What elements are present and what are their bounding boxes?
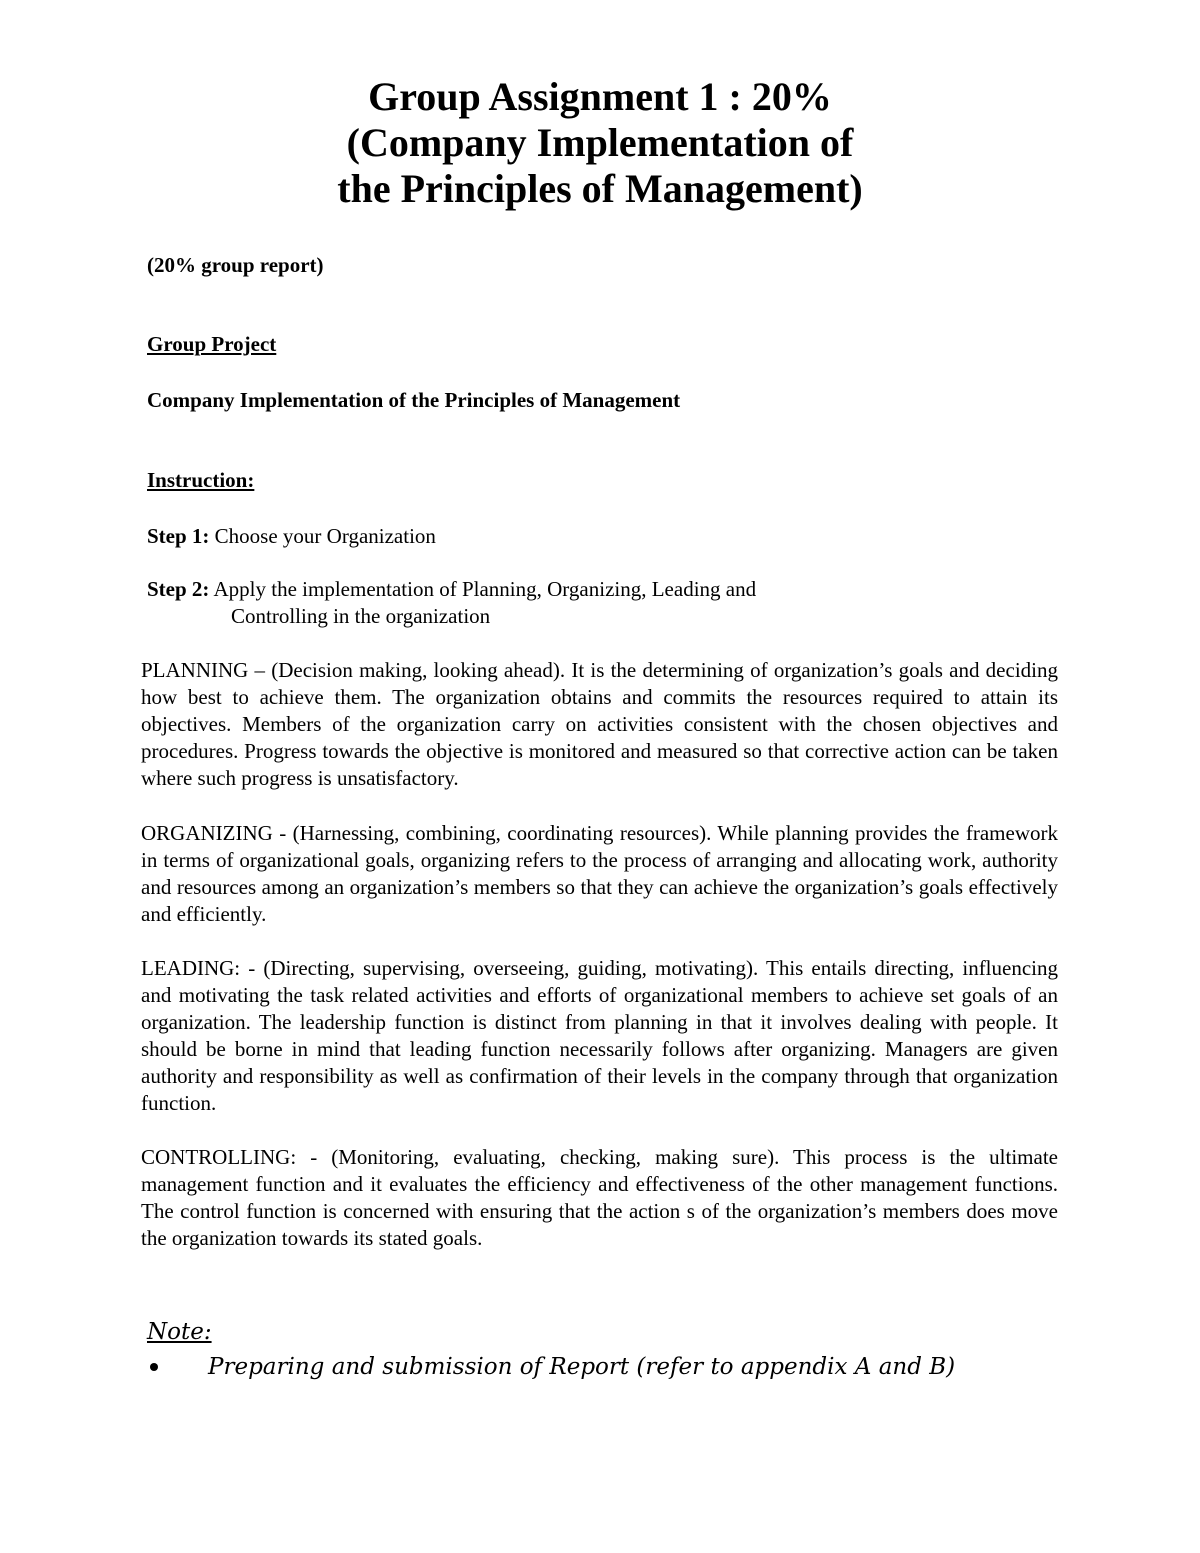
group-project-heading: Group Project: [147, 332, 277, 356]
instruction-heading: Instruction:: [147, 468, 255, 492]
controlling-paragraph: CONTROLLING: - (Monitoring, evaluating, checking, making sure). This process is the ultimate management function and it evaluates the efficiency and effectiveness of the other management functions. The control function is concerned with ensuring that the action s of the organization’s members does move the organization towards its stated goals.: [141, 1145, 1058, 1250]
bullet-icon: [150, 1363, 158, 1371]
step-1: [147, 523, 436, 550]
document-title: [0, 74, 1200, 212]
title-line-1: Group Assignment 1 : 20%: [368, 74, 832, 119]
note-label: Note:: [147, 1319, 212, 1345]
planning-paragraph: PLANNING – (Decision making, looking ahead). It is the determining of organization’s goals and deciding how best to achieve them. The organization obtains and commits the resources required to attain its objectives. Members of the organization carry on activities consistent with the chosen objectives and procedures. Progress towards the objective is monitored and measured so that corrective action can be taken where such progress is unsatisfactory.: [141, 658, 1058, 790]
step-2-label: Step 2:: [147, 577, 210, 601]
step-1-label: Step 1:: [147, 524, 210, 548]
step-2: [147, 576, 756, 630]
title-line-3: the Principles of Management): [337, 166, 863, 211]
note-list-item: [150, 1352, 955, 1382]
step-2-text-line-1: Apply the implementation of Planning, Organizing, Leading and: [209, 577, 757, 601]
group-project-name: Company Implementation of the Principles of Management: [147, 388, 681, 412]
title-line-2: (Company Implementation of: [346, 120, 854, 165]
note-item-text: Preparing and submission of Report (refer to appendix A and B): [208, 1354, 956, 1380]
organizing-paragraph: ORGANIZING - (Harnessing, combining, coordinating resources). While planning provides the framework in terms of organizational goals, organizing refers to the process of arranging and allocating work, authority and resources among an organization’s members so that they can achieve the organization’s goals effectively and efficiently.: [141, 821, 1058, 926]
group-report-subtitle: (20% group report): [147, 253, 324, 277]
leading-paragraph: LEADING: - (Directing, supervising, overseeing, guiding, motivating). This entails directing, influencing and motivating the task related activities and efforts of organizational members to achieve set goals of an organization. The leadership function is distinct from planning in that it involves dealing with people. It should be borne in mind that leading function necessarily follows after organizing. Managers are given authority and responsibility as well as confirmation of their levels in the company through that organization function.: [141, 956, 1058, 1115]
step-1-text: Choose your Organization: [209, 524, 436, 548]
step-2-text-line-2: Controlling in the organization: [231, 604, 491, 628]
